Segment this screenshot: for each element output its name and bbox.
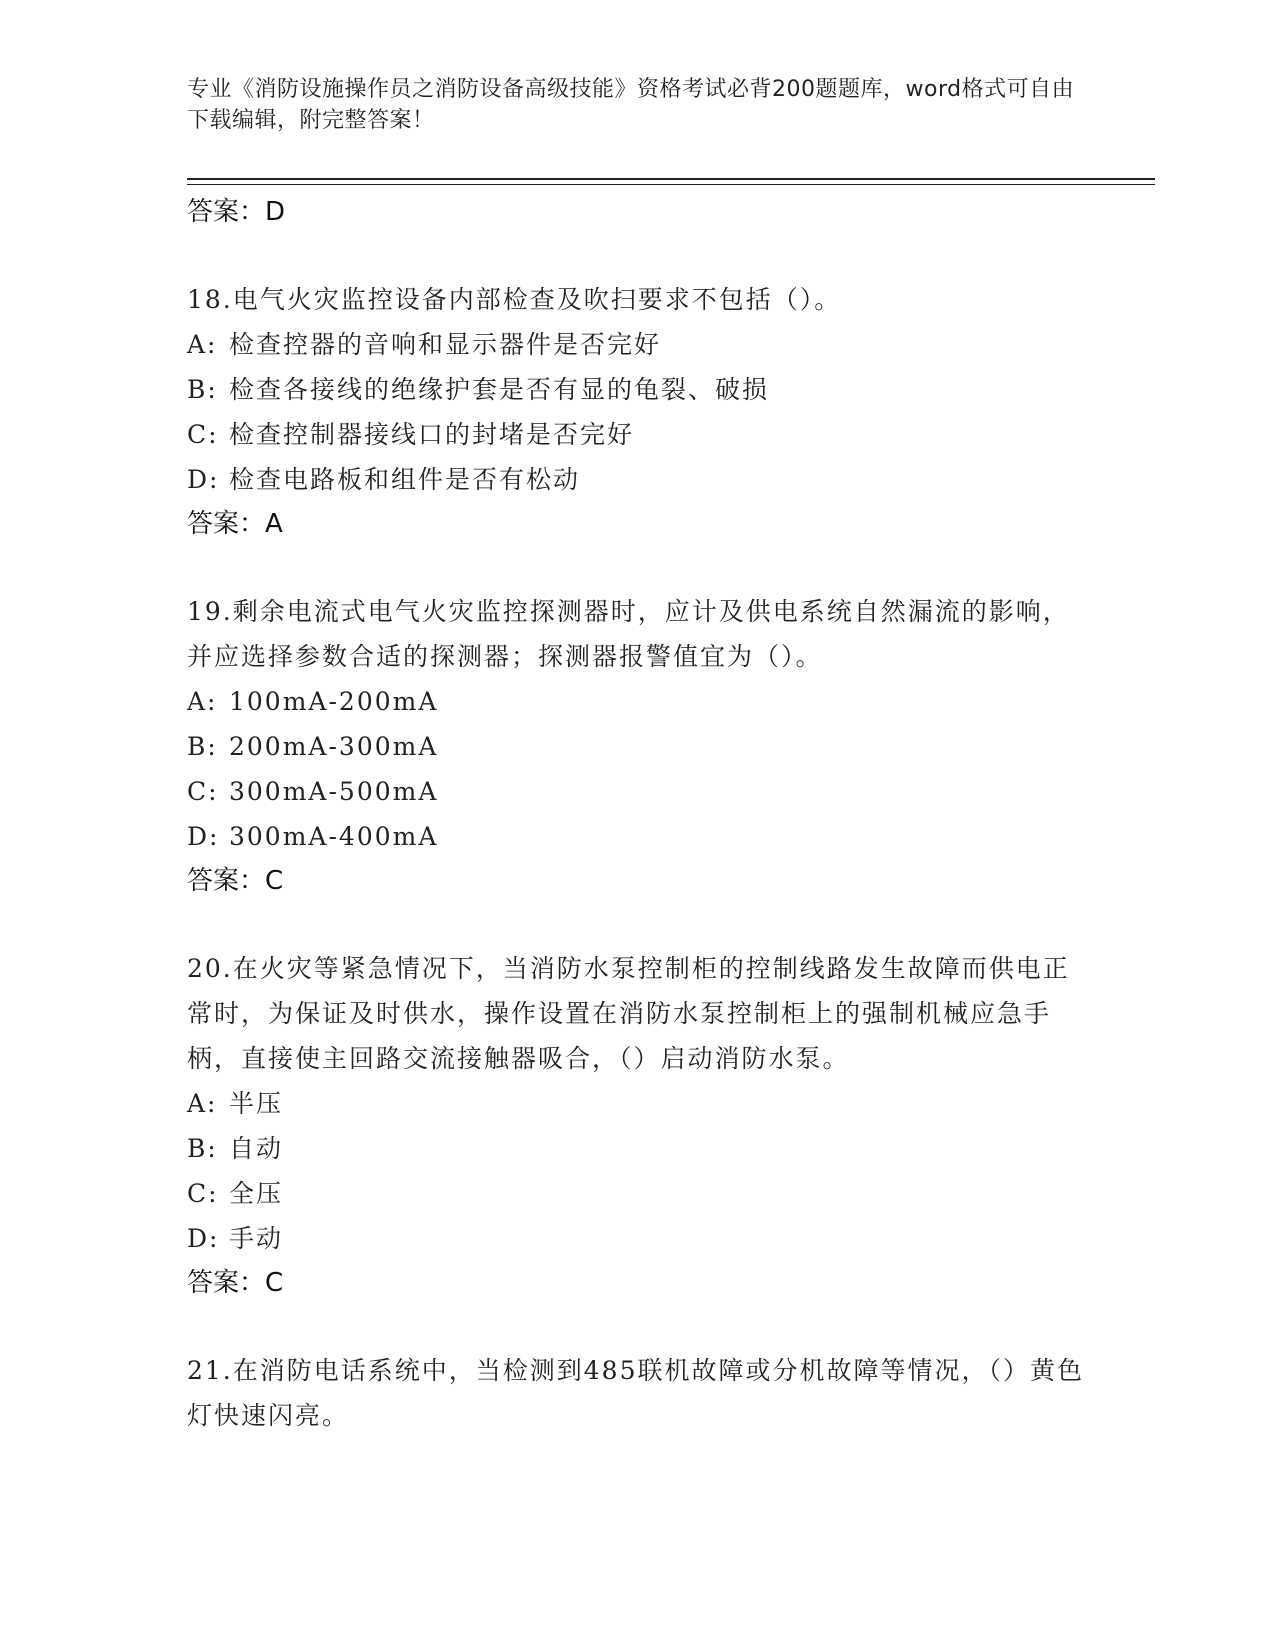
question-19-option-a (187, 679, 1087, 724)
question-18-option-c (187, 412, 1087, 457)
answer-19: 答案：C (187, 866, 284, 896)
answer-18: 答案：A (187, 509, 283, 539)
option-letter: A: (187, 1089, 218, 1118)
question-20-option-b (187, 1126, 1087, 1171)
question-19-option-b (187, 724, 1087, 769)
question-19-option-c (187, 769, 1087, 814)
question-18-option-d (187, 457, 1087, 502)
answer-20: 答案：C (187, 1268, 284, 1298)
option-letter: C: (187, 420, 219, 449)
option-text: 检查控制器接线口的封堵是否完好 (229, 420, 635, 449)
option-letter: A: (187, 687, 218, 716)
option-letter: B: (187, 1134, 218, 1163)
question-content (187, 190, 1087, 1438)
option-letter: D: (187, 822, 220, 851)
option-letter: C: (187, 777, 219, 806)
document-header: 专业《消防设施操作员之消防设备高级技能》资格考试必背200题题库，word格式可自由下载编辑，附完整答案！ (187, 77, 1075, 133)
option-text: 300mA-400mA (229, 822, 439, 851)
question-21-stem: 21.在消防电话系统中，当检测到485联机故障或分机故障等情况，（）黄色灯快速闪亮。 (187, 1356, 1084, 1430)
option-text: 检查控器的音响和显示器件是否完好 (229, 330, 662, 359)
option-letter: D: (187, 1224, 220, 1253)
question-18-option-a (187, 322, 1087, 367)
question-18-option-b (187, 367, 1087, 412)
question-20-option-a (187, 1081, 1087, 1126)
option-text: 半压 (229, 1089, 284, 1118)
option-text: 全压 (229, 1179, 284, 1208)
option-letter: B: (187, 732, 218, 761)
option-text: 200mA-300mA (229, 732, 439, 761)
option-letter: D: (187, 465, 220, 494)
question-20-option-d (187, 1216, 1087, 1261)
option-letter: A: (187, 330, 218, 359)
option-text: 手动 (229, 1224, 284, 1253)
option-text: 检查电路板和组件是否有松动 (229, 465, 581, 494)
question-18-stem: 18.电气火灾监控设备内部检查及吹扫要求不包括（）。 (187, 285, 842, 314)
option-text: 300mA-500mA (229, 777, 439, 806)
question-19-stem: 19.剩余电流式电气火灾监控探测器时，应计及供电系统自然漏流的影响，并应选择参数合适的探测器；探测器报警值宜为（）。 (187, 597, 1070, 671)
question-20-stem: 20.在火灾等紧急情况下，当消防水泵控制柜的控制线路发生故障而供电正常时，为保证及时供水，操作设置在消防水泵控制柜上的强制机械应急手柄，直接使主回路交流接触器吸合，（）启动消防水泵。 (187, 954, 1070, 1073)
option-letter: C: (187, 1179, 219, 1208)
option-text: 自动 (229, 1134, 284, 1163)
question-20-option-c (187, 1171, 1087, 1216)
answer-17: 答案：D (187, 197, 286, 227)
option-text: 检查各接线的绝缘护套是否有显的龟裂、破损 (229, 375, 770, 404)
option-text: 100mA-200mA (229, 687, 439, 716)
option-letter: B: (187, 375, 218, 404)
header-divider-thick (187, 178, 1155, 180)
header-divider-thin (187, 184, 1155, 185)
question-19-option-d (187, 814, 1087, 859)
